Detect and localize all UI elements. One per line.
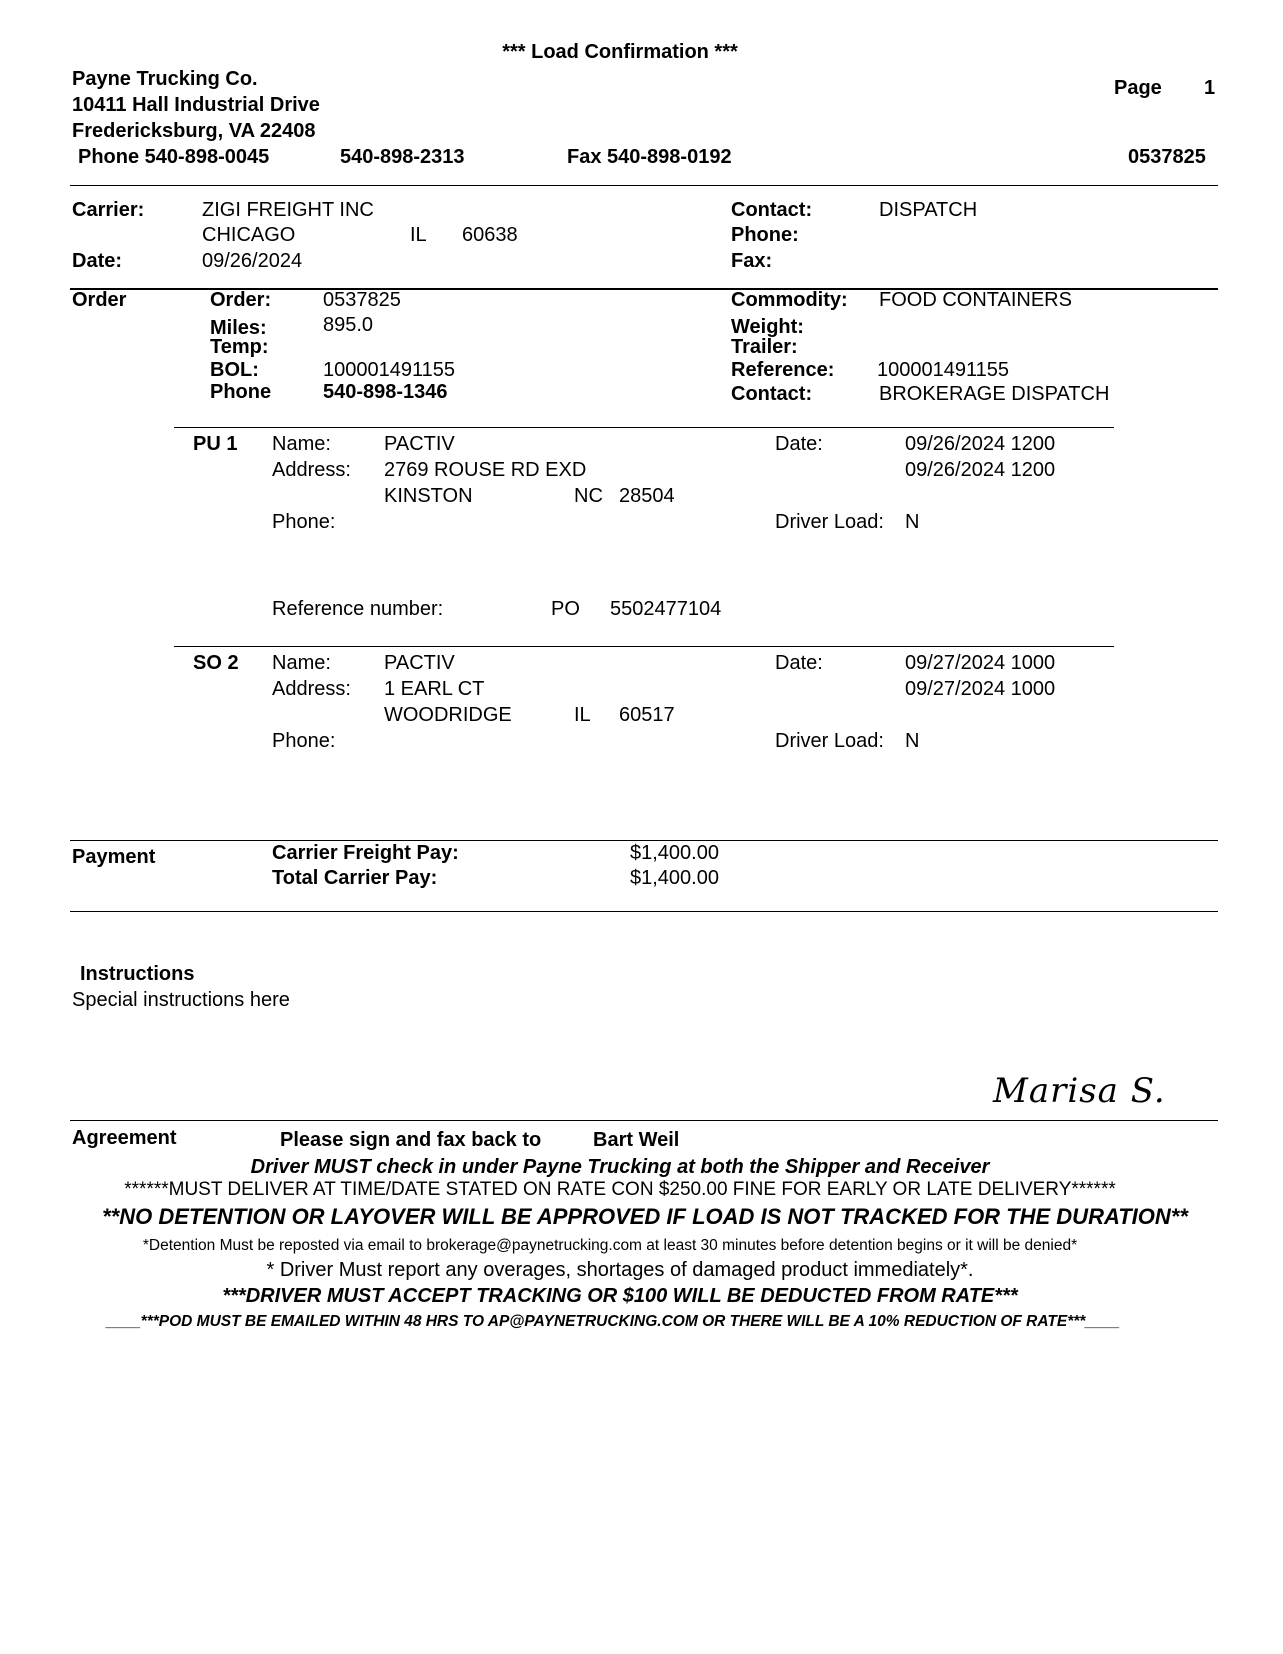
stop1-address-label: Address: [272, 459, 351, 481]
header-divider [70, 185, 1218, 186]
instructions-text: Special instructions here [72, 989, 290, 1011]
order-contact-value: BROKERAGE DISPATCH [879, 383, 1110, 405]
stop1-name: PACTIV [384, 433, 455, 455]
total-carrier-pay: $1,400.00 [630, 867, 719, 889]
company-phone: Phone 540-898-0045 [78, 146, 270, 168]
temp-label: Temp: [210, 336, 269, 358]
stop2-id: SO 2 [193, 652, 239, 674]
stop2-driver-load-label: Driver Load: [775, 730, 884, 752]
stop1-driver-load: N [905, 511, 920, 533]
carrier-contact: DISPATCH [879, 199, 978, 221]
miles-label: Miles: [210, 317, 267, 339]
load-number: 0537825 [1128, 146, 1206, 168]
stop1-date-label: Date: [775, 433, 823, 455]
sign-fax-text: Please sign and fax back to [280, 1129, 542, 1151]
carrier-fax-label: Fax: [731, 250, 773, 272]
instructions-label: Instructions [80, 963, 195, 985]
sign-fax-name: Bart Weil [593, 1129, 680, 1151]
agreement-line4: *Detention Must be reposted via email to brokerage@paynetrucking.com at least 30 minutes before detention begins or it will be denied* [142, 1237, 1078, 1254]
stop2-name: PACTIV [384, 652, 455, 674]
carrier-freight-pay: $1,400.00 [630, 842, 719, 864]
carrier-name: ZIGI FREIGHT INC [202, 199, 374, 221]
carrier-phone-label: Phone: [731, 224, 799, 246]
stop1-phone-label: Phone: [272, 511, 336, 533]
order-contact-label: Contact: [731, 383, 813, 405]
company-name: Payne Trucking Co. [72, 68, 258, 90]
carrier-label: Carrier: [72, 199, 145, 221]
weight-label: Weight: [731, 316, 804, 338]
company-address-line2: Fredericksburg, VA 22408 [72, 120, 316, 142]
company-phone2: 540-898-2313 [340, 146, 465, 168]
stop1-ref-type: PO [551, 598, 580, 620]
stop2-city: WOODRIDGE [384, 704, 512, 726]
carrier-city: CHICAGO [202, 224, 296, 246]
signature: Marisa S. [993, 1071, 1166, 1111]
stop2-state: IL [574, 704, 591, 726]
order-phone-label: Phone [210, 381, 272, 403]
company-address-line1: 10411 Hall Industrial Drive [72, 94, 320, 116]
reference-label: Reference: [731, 359, 835, 381]
page-number: 1 [1204, 77, 1216, 99]
carrier-date-label: Date: [72, 250, 123, 272]
stop1-driver-load-label: Driver Load: [775, 511, 884, 533]
stop1-state: NC [574, 485, 603, 507]
stop1-ref-value: 5502477104 [610, 598, 722, 620]
trailer-label: Trailer: [731, 336, 798, 358]
miles-value: 895.0 [323, 314, 374, 336]
stop2-zip: 60517 [619, 704, 675, 726]
order-phone: 540-898-1346 [323, 381, 448, 403]
reference-value: 100001491155 [877, 359, 1009, 381]
agreement-label: Agreement [72, 1127, 177, 1149]
stop1-ref-label: Reference number: [272, 598, 444, 620]
agreement-line5: * Driver Must report any overages, shortages of damaged product immediately*. [266, 1259, 974, 1281]
stop1-city: KINSTON [384, 485, 473, 507]
stop2-name-label: Name: [272, 652, 331, 674]
order-number: 0537825 [323, 289, 401, 311]
carrier-zip: 60638 [462, 224, 518, 246]
company-fax: Fax 540-898-0192 [567, 146, 732, 168]
stop2-address: 1 EARL CT [384, 678, 485, 700]
stop2-date1: 09/27/2024 1000 [905, 652, 1056, 674]
stop1-date1: 09/26/2024 1200 [905, 433, 1056, 455]
agreement-divider [70, 1120, 1218, 1121]
stop1-address: 2769 ROUSE RD EXD [384, 459, 587, 481]
carrier-contact-label: Contact: [731, 199, 813, 221]
stop2-divider [174, 646, 1114, 647]
stop1-id: PU 1 [193, 433, 238, 455]
commodity-value: FOOD CONTAINERS [879, 289, 1072, 311]
page-label: Page [1114, 77, 1162, 99]
document-title: *** Load Confirmation *** [502, 41, 738, 63]
stop2-date-label: Date: [775, 652, 823, 674]
agreement-line2: ******MUST DELIVER AT TIME/DATE STATED ON RATE CON $250.00 FINE FOR EARLY OR LATE DELIVERY****** [124, 1179, 1116, 1200]
agreement-line6: ***DRIVER MUST ACCEPT TRACKING OR $100 WILL BE DEDUCTED FROM RATE*** [222, 1285, 1018, 1307]
order-label: Order: [210, 289, 272, 311]
total-carrier-pay-label: Total Carrier Pay: [272, 867, 438, 889]
bol-value: 100001491155 [323, 359, 455, 381]
stop2-date2: 09/27/2024 1000 [905, 678, 1056, 700]
commodity-label: Commodity: [731, 289, 848, 311]
order-section-label: Order [72, 289, 127, 311]
agreement-line1: Driver MUST check in under Payne Trucking at both the Shipper and Receiver [250, 1156, 990, 1178]
stop1-zip: 28504 [619, 485, 675, 507]
bol-label: BOL: [210, 359, 259, 381]
stop1-divider [174, 427, 1114, 428]
agreement-line3: **NO DETENTION OR LAYOVER WILL BE APPROVED IF LOAD IS NOT TRACKED FOR THE DURATION** [102, 1204, 1188, 1229]
payment-section-label: Payment [72, 846, 156, 868]
agreement-line7: ____***POD MUST BE EMAILED WITHIN 48 HRS TO AP@PAYNETRUCKING.COM OR THERE WILL BE A 10% REDUCTION OF RATE***____ [106, 1313, 1120, 1330]
carrier-date: 09/26/2024 [202, 250, 303, 272]
stop1-name-label: Name: [272, 433, 331, 455]
payment-divider-bottom [70, 911, 1218, 912]
carrier-freight-pay-label: Carrier Freight Pay: [272, 842, 459, 864]
stop2-driver-load: N [905, 730, 920, 752]
stop1-date2: 09/26/2024 1200 [905, 459, 1056, 481]
carrier-state: IL [410, 224, 427, 246]
stop2-phone-label: Phone: [272, 730, 336, 752]
stop2-address-label: Address: [272, 678, 351, 700]
